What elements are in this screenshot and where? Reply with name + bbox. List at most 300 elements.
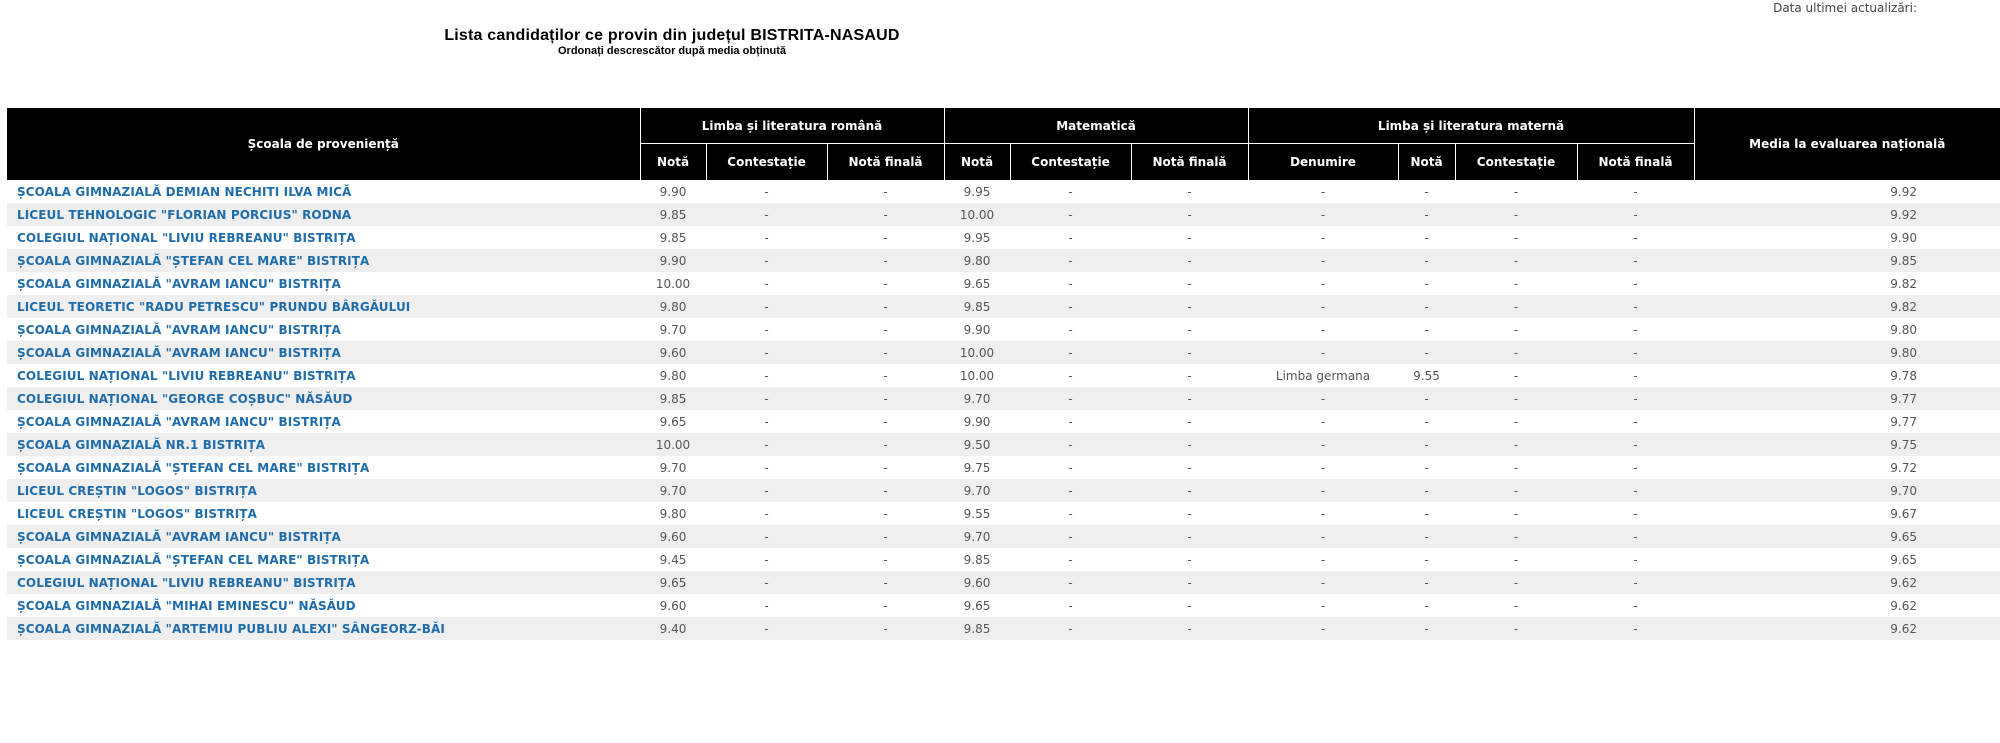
cell-lm-nota: - <box>1398 525 1455 548</box>
cell-ma-contestatie: - <box>1010 525 1131 548</box>
cell-ro-contestatie: - <box>706 295 827 318</box>
cell-ma-contestatie: - <box>1010 249 1131 272</box>
cell-ro-nota-finala: - <box>883 184 888 199</box>
cell-lm-nota: - <box>1424 598 1429 613</box>
header-lm-contestatie: Contestație <box>1455 144 1577 181</box>
cell-ma-nota-finala: - <box>1131 387 1248 410</box>
cell-lm-denumire: - <box>1248 525 1398 548</box>
cell-ma-nota: 10.00 <box>944 203 1010 226</box>
row-left-edge <box>0 295 7 318</box>
cell-ro-contestatie: - <box>706 479 827 502</box>
cell-ro-nota-finala: - <box>883 276 888 291</box>
cell-ma-contestatie: - <box>1068 184 1073 199</box>
cell-ro-contestatie: - <box>764 322 769 337</box>
cell-ma-nota-finala: - <box>1187 322 1192 337</box>
cell-ma-contestatie: - <box>1010 387 1131 410</box>
cell-lm-denumire: - <box>1320 552 1326 567</box>
results-table-container <box>0 108 1946 640</box>
cell-lm-nota-finala: - <box>1633 552 1638 567</box>
school-link[interactable]: COLEGIUL NAȚIONAL "LIVIU REBREANU" BISTRIȚA <box>17 230 356 245</box>
table-row <box>0 387 2000 410</box>
cell-lm-nota-finala: - <box>1577 341 1694 364</box>
cell-ma-nota: 9.65 <box>963 276 991 291</box>
cell-lm-nota: - <box>1398 433 1455 456</box>
cell-ro-nota: 9.60 <box>640 525 706 548</box>
school-link[interactable]: LICEUL TEORETIC "RADU PETRESCU" PRUNDU BÂRGĂULUI <box>7 295 640 318</box>
cell-ro-nota: 9.85 <box>640 203 706 226</box>
cell-ro-nota: 9.90 <box>659 184 687 199</box>
row-left-edge <box>0 249 7 272</box>
cell-lm-denumire: - <box>1248 387 1398 410</box>
table-row <box>0 226 2000 249</box>
cell-lm-denumire: - <box>1248 341 1398 364</box>
cell-media: 9.77 <box>1694 387 2000 410</box>
cell-ma-contestatie: - <box>1068 506 1073 521</box>
cell-media: 9.82 <box>1694 295 2000 318</box>
cell-lm-nota: - <box>1398 203 1455 226</box>
header-lm-denumire: Denumire <box>1248 144 1398 181</box>
cell-lm-nota-finala: - <box>1577 479 1694 502</box>
cell-ma-nota: 9.85 <box>963 552 991 567</box>
cell-ma-contestatie: - <box>1068 368 1073 383</box>
cell-lm-contestatie: - <box>1513 322 1519 337</box>
row-left-edge <box>0 318 7 341</box>
cell-ma-nota-finala: - <box>1187 230 1192 245</box>
row-left-edge <box>0 456 7 479</box>
cell-lm-contestatie: - <box>1455 387 1577 410</box>
cell-lm-nota: - <box>1398 479 1455 502</box>
header-ro-contestatie: Contestație <box>706 144 827 181</box>
cell-media: 9.62 <box>1694 617 2000 640</box>
cell-ro-nota-finala: - <box>827 387 944 410</box>
row-left-edge <box>0 364 7 387</box>
cell-lm-nota: - <box>1424 184 1429 199</box>
cell-lm-nota: - <box>1398 341 1455 364</box>
row-left-edge <box>0 571 7 594</box>
cell-media: 9.92 <box>1890 184 1918 199</box>
cell-ma-nota-finala: - <box>1187 368 1192 383</box>
cell-lm-denumire: - <box>1320 184 1326 199</box>
cell-lm-nota-finala: - <box>1633 276 1638 291</box>
cell-ma-nota-finala: - <box>1131 295 1248 318</box>
cell-ma-nota: 10.00 <box>959 368 995 383</box>
cell-ro-nota-finala: - <box>883 552 888 567</box>
cell-media: 9.82 <box>1890 276 1918 291</box>
row-left-edge <box>0 479 7 502</box>
school-link[interactable]: ȘCOALA GIMNAZIALĂ "ȘTEFAN CEL MARE" BISTRIȚA <box>17 460 370 475</box>
cell-ma-contestatie: - <box>1068 460 1073 475</box>
cell-ro-nota-finala: - <box>827 249 944 272</box>
cell-lm-nota-finala: - <box>1633 184 1638 199</box>
cell-ro-contestatie: - <box>706 249 827 272</box>
header-group-romana: Limba și literatura română <box>640 108 944 144</box>
cell-lm-denumire: - <box>1320 276 1326 291</box>
cell-ro-nota: 9.90 <box>640 249 706 272</box>
cell-ro-nota: 10.00 <box>640 433 706 456</box>
cell-lm-nota: - <box>1398 387 1455 410</box>
table-left-edge <box>0 108 7 180</box>
cell-ro-contestatie: - <box>706 387 827 410</box>
cell-ro-nota: 9.60 <box>640 341 706 364</box>
cell-lm-contestatie: - <box>1455 203 1577 226</box>
cell-lm-contestatie: - <box>1455 571 1577 594</box>
cell-ma-contestatie: - <box>1010 571 1131 594</box>
cell-ro-nota: 10.00 <box>655 276 691 291</box>
cell-ro-nota: 9.85 <box>659 230 687 245</box>
row-left-edge <box>0 341 7 364</box>
table-row <box>0 502 2000 525</box>
cell-ro-contestatie: - <box>764 184 769 199</box>
table-row <box>0 272 2000 295</box>
cell-lm-nota-finala: - <box>1633 414 1638 429</box>
cell-lm-nota: - <box>1424 322 1429 337</box>
cell-ma-nota: 9.70 <box>944 387 1010 410</box>
cell-ma-nota: 9.70 <box>944 479 1010 502</box>
cell-ma-nota: 9.65 <box>963 598 991 613</box>
row-left-edge <box>0 410 7 433</box>
school-link[interactable]: ȘCOALA GIMNAZIALĂ "AVRAM IANCU" BISTRIȚA <box>17 414 341 429</box>
cell-lm-nota-finala: - <box>1577 617 1694 640</box>
cell-ma-nota-finala: - <box>1131 479 1248 502</box>
cell-lm-contestatie: - <box>1513 230 1519 245</box>
cell-lm-contestatie: - <box>1455 295 1577 318</box>
cell-ro-contestatie: - <box>764 230 769 245</box>
cell-lm-denumire: - <box>1248 295 1398 318</box>
cell-ro-nota: 9.85 <box>640 387 706 410</box>
cell-ma-nota: 9.75 <box>963 460 991 475</box>
table-row <box>0 410 2000 433</box>
cell-lm-nota-finala: - <box>1633 322 1638 337</box>
cell-lm-contestatie: - <box>1513 460 1519 475</box>
header-ma-nota: Notă <box>944 144 1010 181</box>
cell-ma-nota: 9.85 <box>944 295 1010 318</box>
school-link[interactable]: ȘCOALA GIMNAZIALĂ "ȘTEFAN CEL MARE" BISTRIȚA <box>17 552 370 567</box>
table-row <box>0 594 2000 617</box>
header-group-matematica: Matematică <box>944 108 1248 144</box>
cell-media: 9.92 <box>1694 203 2000 226</box>
page-title: Lista candidaților ce provin din județul BISTRITA-NASAUD <box>444 27 900 44</box>
cell-ro-nota: 9.70 <box>659 460 687 475</box>
cell-lm-contestatie: - <box>1513 598 1519 613</box>
cell-lm-nota-finala: - <box>1577 433 1694 456</box>
row-left-edge <box>0 180 7 203</box>
last-updated-label: Data ultimei actualizări: <box>1773 1 1917 15</box>
school-link[interactable]: ȘCOALA GIMNAZIALĂ NR.1 BISTRIȚA <box>7 433 640 456</box>
cell-ma-contestatie: - <box>1068 230 1073 245</box>
school-link[interactable]: COLEGIUL NAȚIONAL "LIVIU REBREANU" BISTRIȚA <box>7 571 640 594</box>
header-lm-nota: Notă <box>1398 144 1455 181</box>
cell-ro-nota-finala: - <box>827 525 944 548</box>
cell-ro-nota-finala: - <box>883 460 888 475</box>
row-left-edge <box>0 502 7 525</box>
table-row <box>0 295 2000 318</box>
table-row <box>0 364 2000 387</box>
cell-lm-nota-finala: - <box>1577 525 1694 548</box>
school-link[interactable]: ȘCOALA GIMNAZIALĂ "AVRAM IANCU" BISTRIȚA <box>17 322 341 337</box>
cell-media: 9.67 <box>1890 506 1918 521</box>
cell-media: 9.62 <box>1890 598 1918 613</box>
school-link[interactable]: ȘCOALA GIMNAZIALĂ "ARTEMIU PUBLIU ALEXI" SÂNGEORZ-BĂI <box>7 617 640 640</box>
cell-ma-nota-finala: - <box>1187 552 1192 567</box>
cell-lm-denumire: - <box>1320 598 1326 613</box>
row-left-edge <box>0 203 7 226</box>
cell-ro-nota-finala: - <box>827 295 944 318</box>
cell-lm-nota: - <box>1398 571 1455 594</box>
cell-ma-nota-finala: - <box>1131 433 1248 456</box>
cell-ro-nota-finala: - <box>883 230 888 245</box>
cell-lm-nota: 9.55 <box>1413 368 1440 383</box>
cell-lm-denumire: - <box>1320 230 1326 245</box>
cell-lm-denumire: - <box>1248 249 1398 272</box>
cell-ro-nota-finala: - <box>827 433 944 456</box>
row-left-edge <box>0 226 7 249</box>
row-left-edge <box>0 272 7 295</box>
cell-ma-nota: 9.90 <box>963 414 991 429</box>
table-header <box>0 108 2000 180</box>
cell-lm-nota: - <box>1398 617 1455 640</box>
cell-media: 9.78 <box>1890 368 1918 383</box>
school-link[interactable]: ȘCOALA GIMNAZIALĂ "AVRAM IANCU" BISTRIȚA <box>7 341 640 364</box>
header-ma-nota-finala: Notă finală <box>1131 144 1248 181</box>
row-left-edge <box>0 548 7 571</box>
row-left-edge <box>0 525 7 548</box>
cell-ma-contestatie: - <box>1010 341 1131 364</box>
cell-ma-contestatie: - <box>1010 295 1131 318</box>
cell-lm-contestatie: - <box>1513 184 1519 199</box>
cell-ro-nota: 9.45 <box>659 552 687 567</box>
cell-media: 9.80 <box>1694 341 2000 364</box>
school-link[interactable]: ȘCOALA GIMNAZIALĂ "MIHAI EMINESCU" NĂSĂUD <box>17 598 356 613</box>
cell-ro-contestatie: - <box>706 525 827 548</box>
cell-ro-nota: 9.80 <box>659 506 687 521</box>
cell-lm-denumire: Limba germana <box>1275 368 1371 383</box>
cell-ma-nota: 9.95 <box>963 184 991 199</box>
cell-ma-nota-finala: - <box>1187 414 1192 429</box>
cell-lm-contestatie: - <box>1455 433 1577 456</box>
cell-lm-nota: - <box>1424 506 1429 521</box>
header-lm-nota-finala: Notă finală <box>1577 144 1694 181</box>
cell-ro-nota: 9.65 <box>640 571 706 594</box>
cell-lm-denumire: - <box>1320 322 1326 337</box>
cell-ma-nota-finala: - <box>1131 341 1248 364</box>
cell-lm-contestatie: - <box>1513 414 1519 429</box>
cell-ro-contestatie: - <box>764 414 769 429</box>
school-link[interactable]: LICEUL CREȘTIN "LOGOS" BISTRIȚA <box>17 506 257 521</box>
school-link[interactable]: COLEGIUL NAȚIONAL "LIVIU REBREANU" BISTRIȚA <box>17 368 356 383</box>
cell-lm-nota-finala: - <box>1633 598 1638 613</box>
cell-ma-nota: 9.85 <box>944 617 1010 640</box>
cell-media: 9.77 <box>1890 414 1918 429</box>
cell-ro-contestatie: - <box>706 203 827 226</box>
row-left-edge <box>0 594 7 617</box>
cell-ma-nota: 9.50 <box>944 433 1010 456</box>
cell-lm-denumire: - <box>1248 571 1398 594</box>
cell-lm-contestatie: - <box>1513 276 1519 291</box>
cell-ma-contestatie: - <box>1068 598 1073 613</box>
page-subtitle: Ordonați descrescător după media obținută <box>558 45 786 57</box>
table-row <box>0 617 2000 640</box>
cell-lm-contestatie: - <box>1513 552 1519 567</box>
cell-lm-contestatie: - <box>1455 525 1577 548</box>
cell-ro-nota-finala: - <box>827 341 944 364</box>
cell-ro-contestatie: - <box>764 276 769 291</box>
table-row <box>0 249 2000 272</box>
cell-lm-denumire: - <box>1320 460 1326 475</box>
cell-ma-nota: 9.55 <box>963 506 991 521</box>
table-row <box>0 571 2000 594</box>
cell-ma-nota: 9.80 <box>944 249 1010 272</box>
cell-ro-nota: 9.60 <box>659 598 687 613</box>
cell-lm-denumire: - <box>1248 433 1398 456</box>
row-left-edge <box>0 387 7 410</box>
cell-ma-nota-finala: - <box>1131 525 1248 548</box>
cell-lm-denumire: - <box>1248 203 1398 226</box>
school-link[interactable]: ȘCOALA GIMNAZIALĂ "AVRAM IANCU" BISTRIȚA <box>17 276 341 291</box>
cell-ro-contestatie: - <box>706 617 827 640</box>
cell-ma-nota-finala: - <box>1187 460 1192 475</box>
cell-lm-denumire: - <box>1248 479 1398 502</box>
table-row <box>0 203 2000 226</box>
cell-ro-nota-finala: - <box>883 322 888 337</box>
cell-ro-contestatie: - <box>764 552 769 567</box>
cell-lm-nota-finala: - <box>1577 295 1694 318</box>
cell-lm-nota: - <box>1424 552 1429 567</box>
table-row <box>0 341 2000 364</box>
cell-media: 9.70 <box>1694 479 2000 502</box>
cell-lm-denumire: - <box>1320 506 1326 521</box>
cell-ro-nota-finala: - <box>827 617 944 640</box>
header-media: Media la evaluarea națională <box>1694 108 2000 180</box>
cell-ma-nota-finala: - <box>1187 598 1192 613</box>
cell-ma-nota: 9.95 <box>963 230 991 245</box>
cell-ma-nota: 9.60 <box>944 571 1010 594</box>
cell-ma-nota: 10.00 <box>944 341 1010 364</box>
cell-lm-nota: - <box>1424 460 1429 475</box>
cell-lm-denumire: - <box>1248 617 1398 640</box>
table-row <box>0 479 2000 502</box>
cell-ma-contestatie: - <box>1068 276 1073 291</box>
cell-media: 9.75 <box>1694 433 2000 456</box>
cell-ro-contestatie: - <box>764 598 769 613</box>
cell-lm-denumire: - <box>1320 414 1326 429</box>
cell-lm-nota-finala: - <box>1633 368 1638 383</box>
cell-ma-nota-finala: - <box>1187 184 1192 199</box>
table-row <box>0 180 2000 203</box>
table-body <box>0 180 2000 640</box>
header-group-materna: Limba și literatura maternă <box>1248 108 1694 144</box>
cell-ro-contestatie: - <box>706 571 827 594</box>
cell-ro-nota: 9.70 <box>659 322 687 337</box>
cell-media: 9.62 <box>1694 571 2000 594</box>
cell-ro-nota: 9.80 <box>659 368 687 383</box>
header-school: Școala de proveniență <box>7 108 640 180</box>
cell-ro-nota: 9.70 <box>640 479 706 502</box>
cell-lm-nota-finala: - <box>1633 506 1638 521</box>
cell-ro-contestatie: - <box>706 341 827 364</box>
cell-lm-nota: - <box>1398 249 1455 272</box>
cell-ro-nota-finala: - <box>827 479 944 502</box>
cell-ma-nota-finala: - <box>1131 249 1248 272</box>
cell-ma-nota-finala: - <box>1187 506 1192 521</box>
cell-ro-nota-finala: - <box>883 414 888 429</box>
cell-ma-contestatie: - <box>1010 203 1131 226</box>
cell-media: 9.90 <box>1890 230 1918 245</box>
cell-ma-nota-finala: - <box>1131 571 1248 594</box>
cell-ro-nota-finala: - <box>827 203 944 226</box>
page-heading <box>432 27 912 57</box>
table-row <box>0 456 2000 479</box>
cell-lm-contestatie: - <box>1455 479 1577 502</box>
cell-ma-contestatie: - <box>1068 552 1073 567</box>
cell-ro-nota-finala: - <box>883 506 888 521</box>
school-link[interactable]: LICEUL CREȘTIN "LOGOS" BISTRIȚA <box>7 479 640 502</box>
cell-lm-contestatie: - <box>1513 506 1519 521</box>
table-row <box>0 548 2000 571</box>
cell-ma-nota-finala: - <box>1187 276 1192 291</box>
cell-lm-nota: - <box>1424 276 1429 291</box>
school-link[interactable]: LICEUL TEHNOLOGIC "FLORIAN PORCIUS" RODNA <box>7 203 640 226</box>
header-ro-nota: Notă <box>640 144 706 181</box>
cell-media: 9.85 <box>1694 249 2000 272</box>
cell-ma-nota: 9.70 <box>944 525 1010 548</box>
school-link[interactable]: ȘCOALA GIMNAZIALĂ "ȘTEFAN CEL MARE" BISTRIȚA <box>7 249 640 272</box>
cell-ro-nota: 9.80 <box>640 295 706 318</box>
cell-lm-contestatie: - <box>1455 249 1577 272</box>
cell-ma-contestatie: - <box>1068 414 1073 429</box>
cell-lm-nota: - <box>1424 414 1429 429</box>
header-ma-contestatie: Contestație <box>1010 144 1131 181</box>
cell-ro-contestatie: - <box>764 368 769 383</box>
table-row <box>0 318 2000 341</box>
cell-ro-contestatie: - <box>764 506 769 521</box>
cell-media: 9.80 <box>1890 322 1918 337</box>
cell-lm-nota-finala: - <box>1577 249 1694 272</box>
cell-ma-contestatie: - <box>1068 322 1073 337</box>
cell-media: 9.65 <box>1890 552 1918 567</box>
cell-ma-contestatie: - <box>1010 479 1131 502</box>
row-left-edge <box>0 433 7 456</box>
cell-ro-contestatie: - <box>764 460 769 475</box>
cell-ma-contestatie: - <box>1010 433 1131 456</box>
cell-ro-nota-finala: - <box>827 571 944 594</box>
cell-lm-contestatie: - <box>1455 341 1577 364</box>
cell-lm-nota-finala: - <box>1577 203 1694 226</box>
cell-ma-contestatie: - <box>1010 617 1131 640</box>
cell-ro-nota-finala: - <box>883 368 888 383</box>
school-link[interactable]: ȘCOALA GIMNAZIALĂ "AVRAM IANCU" BISTRIȚA <box>7 525 640 548</box>
cell-lm-contestatie: - <box>1455 617 1577 640</box>
row-left-edge <box>0 617 7 640</box>
cell-lm-nota-finala: - <box>1577 571 1694 594</box>
results-table <box>0 108 2000 640</box>
table-row <box>0 433 2000 456</box>
cell-lm-nota: - <box>1424 230 1429 245</box>
cell-ro-nota: 9.40 <box>640 617 706 640</box>
cell-ro-nota-finala: - <box>883 598 888 613</box>
cell-lm-nota-finala: - <box>1633 230 1638 245</box>
cell-ma-nota-finala: - <box>1131 617 1248 640</box>
table-row <box>0 525 2000 548</box>
school-link[interactable]: ȘCOALA GIMNAZIALĂ DEMIAN NECHITI ILVA MICĂ <box>17 184 352 199</box>
cell-ma-nota: 9.90 <box>963 322 991 337</box>
cell-lm-contestatie: - <box>1513 368 1519 383</box>
cell-lm-nota-finala: - <box>1577 387 1694 410</box>
cell-media: 9.65 <box>1694 525 2000 548</box>
cell-lm-nota: - <box>1398 295 1455 318</box>
school-link[interactable]: COLEGIUL NAȚIONAL "GEORGE COȘBUC" NĂSĂUD <box>7 387 640 410</box>
cell-ro-contestatie: - <box>706 433 827 456</box>
header-ro-nota-finala: Notă finală <box>827 144 944 181</box>
